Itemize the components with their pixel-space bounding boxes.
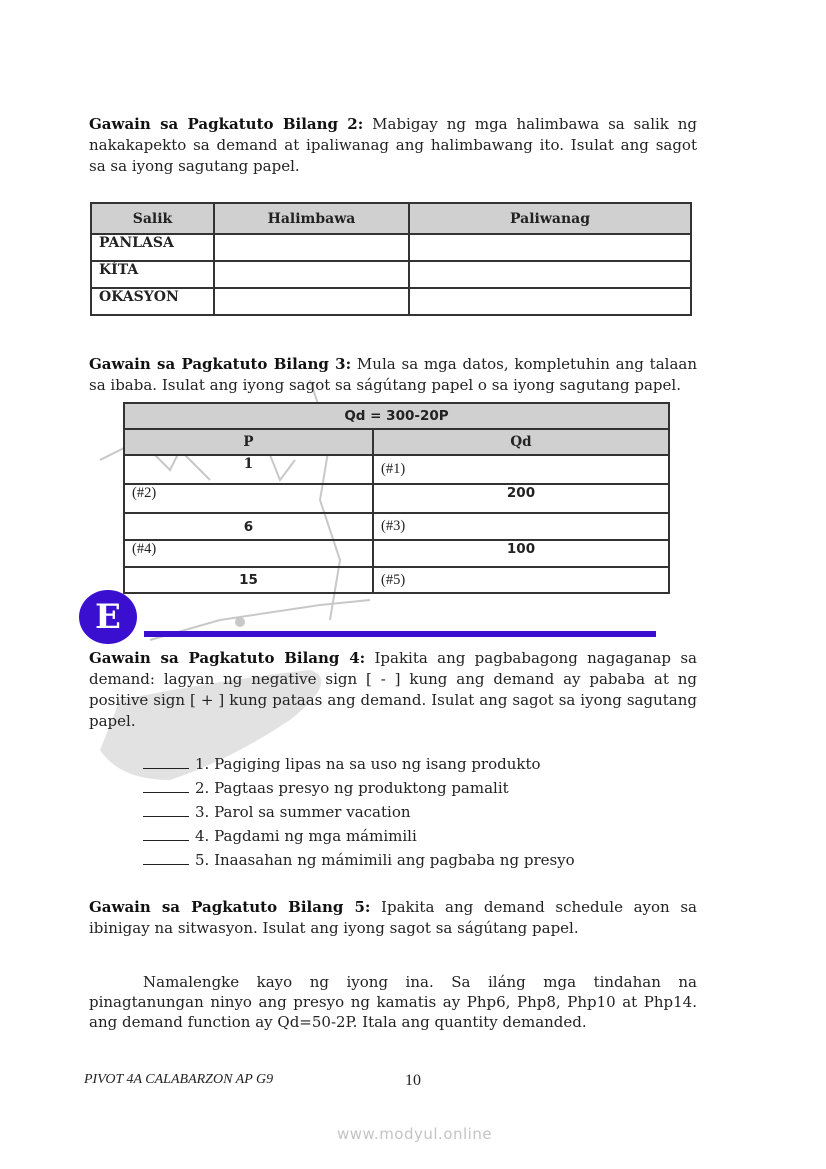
price-cell: (#4)	[124, 540, 373, 567]
halimbawa-cell	[214, 288, 409, 315]
quantity-cell: (#3)	[373, 513, 669, 540]
header-paliwanag: Paliwanag	[409, 203, 691, 234]
demand-schedule-table	[123, 402, 670, 594]
activity-4-items	[143, 752, 575, 872]
header-salik: Salik	[91, 203, 214, 234]
demand-table-header	[124, 429, 669, 455]
section-e-badge: E	[79, 590, 137, 644]
table-row	[91, 288, 691, 315]
activity-4-text: Ipakita ang pagbabagong nagaganap sa demand: lagyan ng negative sign [ - ] kung ang demand ay pababa at ng positive sign [ + ] kung pataas ang demand. Isulat ang sagot sa iyong sagutang papel.	[89, 649, 697, 730]
price-cell: 1	[124, 455, 373, 484]
answer-blank[interactable]	[143, 801, 189, 817]
answer-blank[interactable]	[143, 777, 189, 793]
header-qd: Qd	[373, 429, 669, 455]
activity-2-instructions	[89, 114, 697, 177]
activity-4-instructions	[89, 648, 697, 732]
answer-blank[interactable]	[143, 849, 189, 865]
table-row	[124, 567, 669, 593]
activity-5-text: Ipakita ang demand schedule ayon sa ibinigay na sitwasyon. Isulat ang iyong sagot sa ságútang papel.	[89, 898, 697, 937]
factors-table	[90, 202, 692, 316]
activity-3-instructions	[89, 354, 697, 396]
page-number: 10	[405, 1072, 421, 1089]
item-text: 5. Inaasahan ng mámimili ang pagbaba ng presyo	[195, 851, 575, 869]
halimbawa-cell	[214, 261, 409, 288]
list-item	[143, 776, 575, 800]
demand-function-caption: Qd = 300-20P	[124, 403, 669, 429]
paliwanag-cell	[409, 261, 691, 288]
section-divider	[144, 631, 656, 637]
header-halimbawa: Halimbawa	[214, 203, 409, 234]
demand-table-caption-row	[124, 403, 669, 429]
price-cell: (#2)	[124, 484, 373, 513]
price-cell: 15	[124, 567, 373, 593]
paliwanag-cell	[409, 288, 691, 315]
paliwanag-cell	[409, 234, 691, 261]
footer-book-title: PIVOT 4A CALABARZON AP G9	[84, 1072, 274, 1087]
table-row	[124, 540, 669, 567]
item-text: 3. Parol sa summer vacation	[195, 803, 411, 821]
table-row	[124, 484, 669, 513]
activity-2-title: Gawain sa Pagkatuto Bilang 2:	[89, 115, 364, 133]
activity-3-title: Gawain sa Pagkatuto Bilang 3:	[89, 355, 352, 373]
activity-5-instructions	[89, 897, 697, 939]
activity-2-text: Mabigay ng mga halimbawa sa salik ng nakakapekto sa demand at ipaliwanag ang halimbawang ito. Isulat ang sagot sa sa iyong sagutang papel.	[89, 115, 697, 175]
activity-5-title: Gawain sa Pagkatuto Bilang 5:	[89, 898, 371, 916]
table-row	[124, 455, 669, 484]
list-item	[143, 800, 575, 824]
activity-4-title: Gawain sa Pagkatuto Bilang 4:	[89, 649, 366, 667]
list-item	[143, 824, 575, 848]
item-text: 4. Pagdami ng mga mámimili	[195, 827, 417, 845]
list-item	[143, 848, 575, 872]
halimbawa-cell	[214, 234, 409, 261]
salik-cell: PANLASA	[91, 234, 214, 261]
factors-table-header	[91, 203, 691, 234]
quantity-cell: 200	[373, 484, 669, 513]
site-watermark: www.modyul.online	[337, 1125, 493, 1143]
list-item	[143, 752, 575, 776]
quantity-cell: (#5)	[373, 567, 669, 593]
quantity-cell: (#1)	[373, 455, 669, 484]
table-row	[91, 261, 691, 288]
item-text: 1. Pagiging lipas na sa uso ng isang produkto	[195, 755, 541, 773]
activity-3-text: Mula sa mga datos, kompletuhin ang talaan sa ibaba. Isulat ang iyong sagot sa ságútang papel o sa iyong sagutang papel.	[89, 355, 697, 394]
activity-5-scenario: Namalengke kayo ng iyong ina. Sa iláng mga tindahan na pinagtanungan ninyo ang presyo ng kamatis ay Php6, Php8, Php10 at Php14. ang demand function ay Qd=50-2P. Itala ang quantity demanded.	[89, 973, 697, 1031]
answer-blank[interactable]	[143, 753, 189, 769]
salik-cell: OKASYON	[91, 288, 214, 315]
item-text: 2. Pagtaas presyo ng produktong pamalit	[195, 779, 509, 797]
price-cell: 6	[124, 513, 373, 540]
salik-cell: KÍTA	[91, 261, 214, 288]
quantity-cell: 100	[373, 540, 669, 567]
table-row	[124, 513, 669, 540]
header-p: P	[124, 429, 373, 455]
answer-blank[interactable]	[143, 825, 189, 841]
table-row	[91, 234, 691, 261]
